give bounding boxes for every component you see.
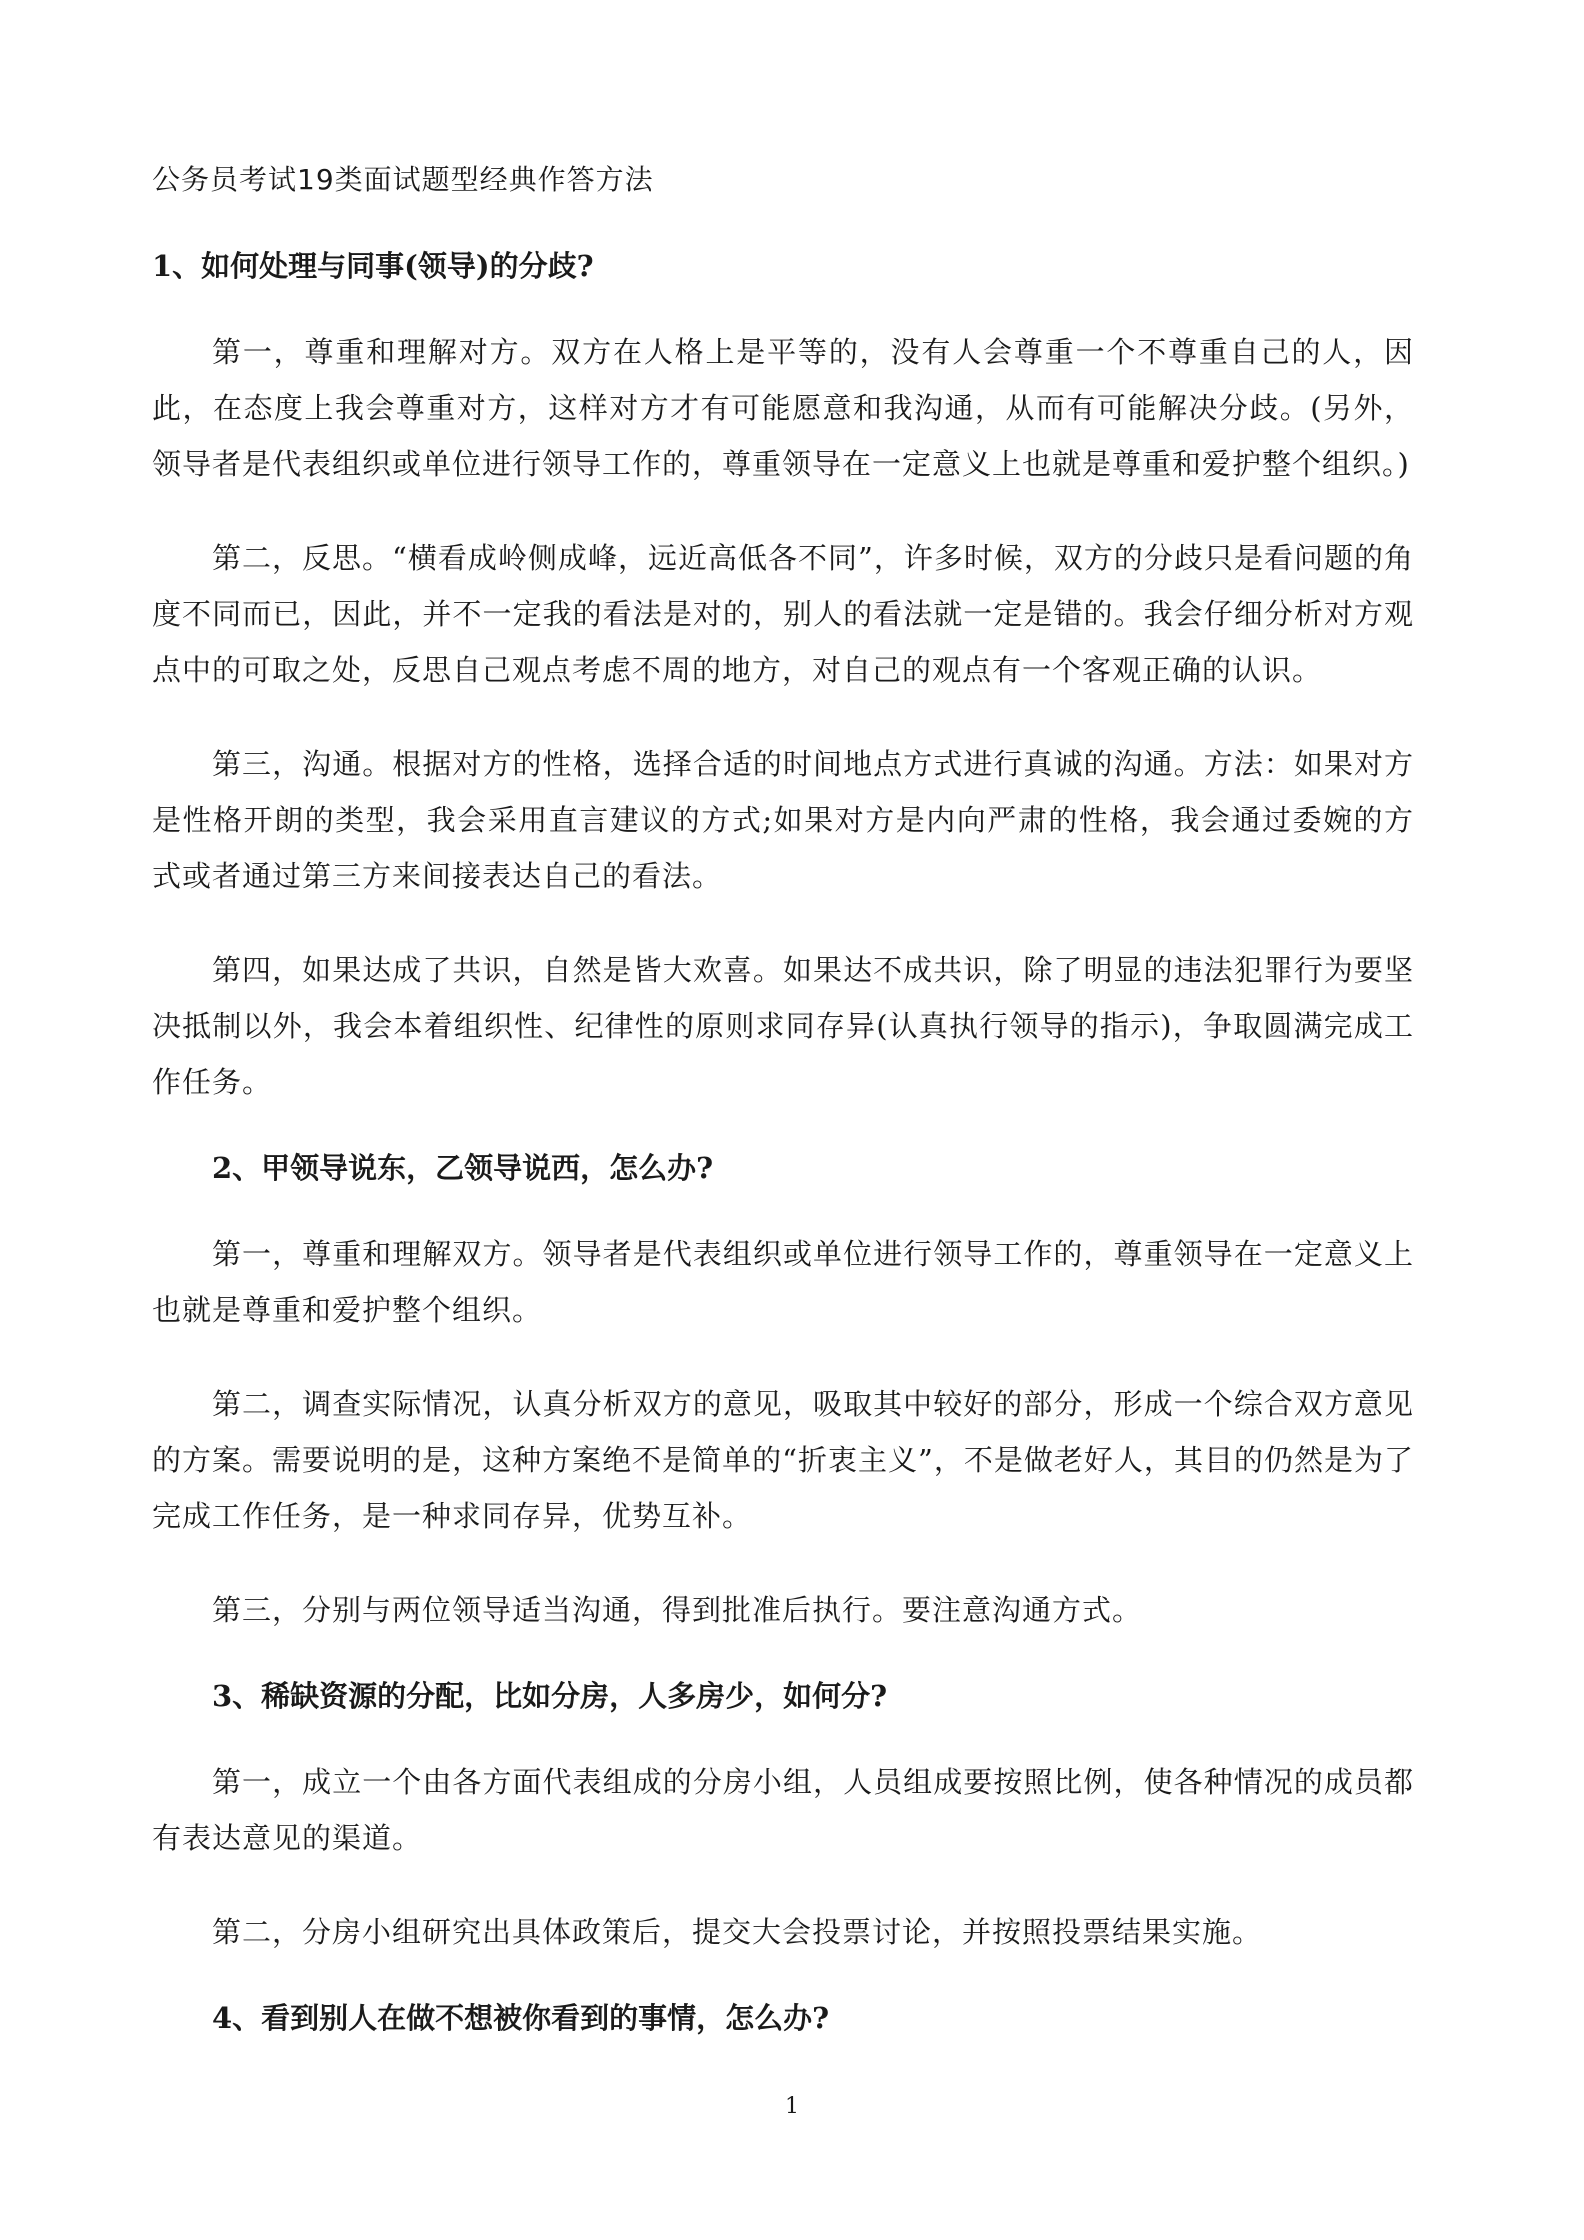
section-heading-3: 3、稀缺资源的分配，比如分房，人多房少，如何分? (212, 1679, 888, 1713)
section-heading-1: 1、如何处理与同事(领导)的分歧? (152, 249, 594, 283)
paragraph: 第二，反思。“横看成岭侧成峰，远近高低各不同”，许多时候，双方的分歧只是看问题的角度不同而已，因此，并不一定我的看法是对的，别人的看法就一定是错的。我会仔细分析对方观点中的可取之处，反思自己观点考虑不周的地方，对自己的观点有一个客观正确的认识。 (152, 541, 1414, 687)
document-title: 公务员考试19类面试题型经典作答方法 (152, 163, 654, 196)
paragraph: 第一，成立一个由各方面代表组成的分房小组，人员组成要按照比例，使各种情况的成员都有表达意见的渠道。 (152, 1765, 1414, 1855)
paragraph: 第四，如果达成了共识，自然是皆大欢喜。如果达不成共识，除了明显的违法犯罪行为要坚决抵制以外，我会本着组织性、纪律性的原则求同存异(认真执行领导的指示)，争取圆满完成工作任务。 (152, 953, 1414, 1099)
document-content (152, 160, 1414, 2076)
section-heading-2: 2、甲领导说东，乙领导说西，怎么办? (212, 1151, 714, 1185)
page-number: 1 (785, 2094, 799, 2119)
paragraph: 第一，尊重和理解双方。领导者是代表组织或单位进行领导工作的，尊重领导在一定意义上也就是尊重和爱护整个组织。 (152, 1237, 1414, 1327)
paragraph: 第三，沟通。根据对方的性格，选择合适的时间地点方式进行真诚的沟通。方法：如果对方是性格开朗的类型，我会采用直言建议的方式;如果对方是内向严肃的性格，我会通过委婉的方式或者通过第三方来间接表达自己的看法。 (152, 747, 1414, 893)
paragraph: 第二，调查实际情况，认真分析双方的意见，吸取其中较好的部分，形成一个综合双方意见的方案。需要说明的是，这种方案绝不是简单的“折衷主义”，不是做老好人，其目的仍然是为了完成工作任务，是一种求同存异，优势互补。 (152, 1387, 1414, 1533)
section-heading-4: 4、看到别人在做不想被你看到的事情，怎么办? (212, 2001, 830, 2035)
paragraph: 第二，分房小组研究出具体政策后，提交大会投票讨论，并按照投票结果实施。 (212, 1915, 1263, 1949)
paragraph: 第一，尊重和理解对方。双方在人格上是平等的，没有人会尊重一个不尊重自己的人，因此，在态度上我会尊重对方，这样对方才有可能愿意和我沟通，从而有可能解决分歧。(另外，领导者是代表组织或单位进行领导工作的，尊重领导在一定意义上也就是尊重和爱护整个组织。) (152, 335, 1414, 481)
paragraph: 第三，分别与两位领导适当沟通，得到批准后执行。要注意沟通方式。 (212, 1593, 1143, 1627)
